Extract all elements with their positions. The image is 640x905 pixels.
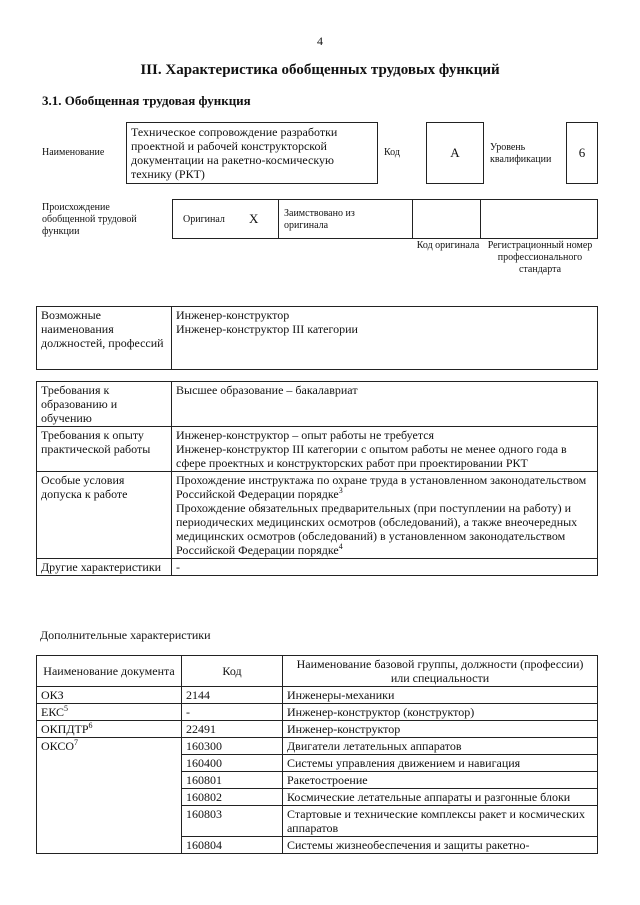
row-doc [37,755,182,772]
table-row [37,789,598,806]
row-doc [37,721,182,738]
position-item: Инженер-конструктор [176,308,290,322]
row-code: 160803 [182,806,283,837]
requirement-label: Требования к образованию и обучению [37,382,172,427]
requirement-line: Инженер-конструктор III категории с опытом работы не менее одного года в сфере проектных и конструкторских работ при проектировании РКТ [176,442,567,470]
requirements-table [36,381,598,576]
table-row [37,837,598,854]
row-code: 160804 [182,837,283,854]
requirement-line [176,473,593,501]
header-code: Код [182,656,283,687]
requirement-value [172,559,598,576]
requirement-value [172,382,598,427]
function-name-box: Техническое сопровождение разработки проектной и рабочей конструкторской документации на ракетно-космическую технику (РКТ) [126,122,378,184]
row-code: 160802 [182,789,283,806]
positions-label: Возможные наименования должностей, профессий [37,307,172,370]
row-code: 22491 [182,721,283,738]
row-doc [37,704,182,721]
requirement-line-text: Прохождение обязательных предварительных (при поступлении на работу) и периодических медицинских осмотров (обследований), а также внеочередных медицинских осмотров (обследований) в установленном законодательством Российской Федерации порядке [176,501,578,557]
page-number: 4 [317,34,323,48]
footnote-mark: 3 [338,486,343,495]
table-row [37,772,598,789]
row-doc-text: ОКСО [41,739,75,753]
requirement-line: Инженер-конструктор – опыт работы не требуется [176,428,435,442]
row-name: Системы жизнеобеспечения и защиты ракетно- [283,837,598,854]
row-name: Ракетостроение [283,772,598,789]
origin-table [172,199,598,239]
footnote-mark: 7 [74,738,79,747]
requirement-label: Другие характеристики [37,559,172,576]
row-doc [37,738,182,755]
reg-number-label: Регистрационный номер профессионального стандарта [487,240,593,275]
origin-original-cell [173,200,279,238]
footnote-mark: 5 [64,704,69,713]
extra-title: Дополнительные характеристики [40,628,211,642]
row-doc [37,789,182,806]
requirement-value [172,472,598,559]
code-label: Код [384,147,400,158]
row-name: Инженеры-механики [283,687,598,704]
level-label: Уровень квалификации [490,142,552,165]
table-row [37,738,598,755]
original-label: Оригинал [183,214,225,225]
row-doc-text: ОКПДТР [41,722,89,736]
requirement-label: Особые условия допуска к работе [37,472,172,559]
row-name: Инженер-конструктор [283,721,598,738]
header-doc: Наименование документа [37,656,182,687]
table-row [37,755,598,772]
positions-table [36,306,598,370]
row-code: 160801 [182,772,283,789]
row-name: Инженер-конструктор (конструктор) [283,704,598,721]
table-header-row [37,656,598,687]
borrowed-label: Заимствовано из оригинала [284,208,355,231]
original-mark: X [249,211,259,226]
requirement-line [176,501,593,557]
section-title: III. Характеристика обобщенных трудовых функций [140,62,500,78]
row-doc-text: ЕКС [41,705,65,719]
footnote-mark: 6 [88,721,93,730]
row-name: Космические летательные аппараты и разгонные блоки [283,789,598,806]
row-code: 2144 [182,687,283,704]
requirement-label: Требования к опыту практической работы [37,427,172,472]
row-name: Двигатели летательных аппаратов [283,738,598,755]
extra-table [36,655,598,854]
name-label: Наименование [42,147,105,158]
row-code: 160400 [182,755,283,772]
requirement-line: Высшее образование – бакалавриат [176,383,358,397]
code-original-label: Код оригинала [416,240,480,251]
extra-rows [37,687,598,854]
row-name: Стартовые и технические комплексы ракет и космических аппаратов [283,806,598,837]
requirement-line: - [176,560,180,574]
origin-code-cell [413,200,481,238]
row-name: Системы управления движением и навигация [283,755,598,772]
table-row [37,704,598,721]
position-item: Инженер-конструктор III категории [176,322,358,336]
requirement-value [172,427,598,472]
table-row [37,307,598,370]
row-doc [37,772,182,789]
row-doc-text: ОКЗ [41,688,64,702]
footnote-mark: 4 [338,542,343,551]
row-doc [37,806,182,837]
table-row [37,806,598,837]
requirement-line-text: Прохождение инструктажа по охране труда в установленном законодательством Российской Федерации порядке [176,473,587,501]
subsection-title: 3.1. Обобщенная трудовая функция [42,93,251,108]
row-doc [37,837,182,854]
table-row [37,687,598,704]
header-name: Наименование базовой группы, должности (профессии) или специальности [283,656,598,687]
positions-values [172,307,598,370]
table-row [37,721,598,738]
origin-label: Происхождение обобщенной трудовой функции [42,202,137,237]
code-value: A [426,122,484,184]
table-row [37,472,598,559]
row-code: - [182,704,283,721]
table-row [37,427,598,472]
table-row [37,382,598,427]
level-value: 6 [566,122,598,184]
table-row [37,559,598,576]
row-code: 160300 [182,738,283,755]
row-doc [37,687,182,704]
